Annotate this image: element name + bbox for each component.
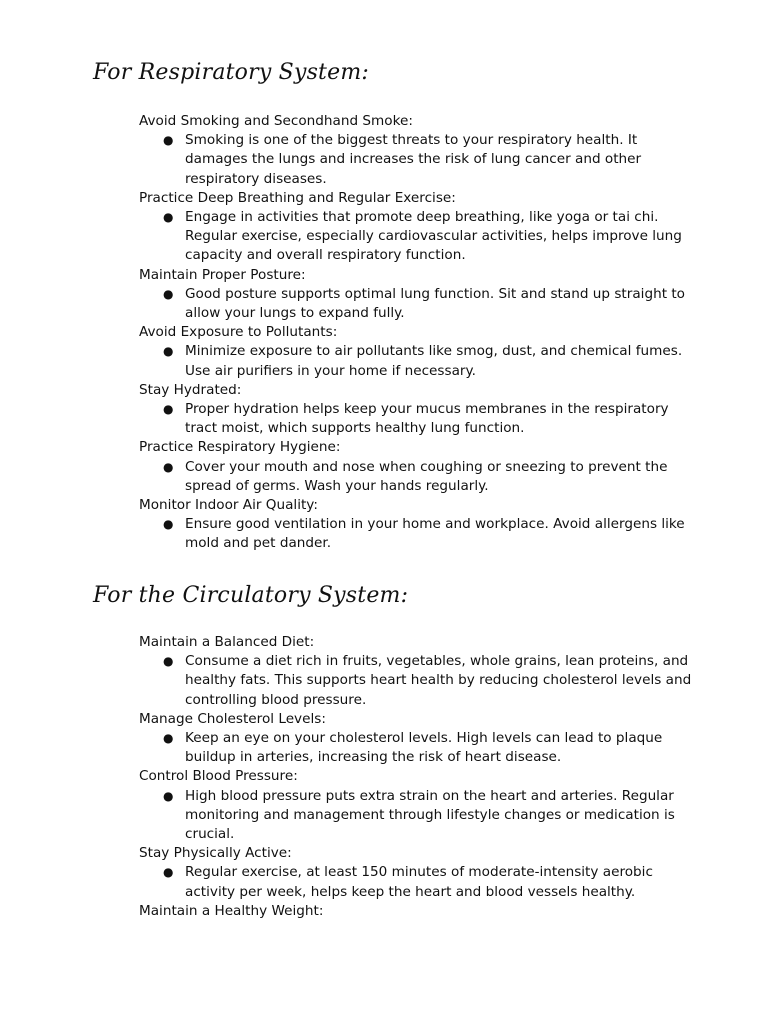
bullet-text: Engage in activities that promote deep breathing, like yoga or tai chi. Regular exercise, especially cardiovascular activities, helps improve lung capacity and overall respiratory function.: [185, 209, 682, 264]
list-item: [139, 902, 699, 921]
section-title-circulatory: For the Circulatory System:: [93, 583, 409, 608]
bullet-row: [139, 458, 699, 496]
bullet-text: High blood pressure puts extra strain on the heart and arteries. Regular monitoring and management through lifestyle changes or medication is crucial.: [185, 787, 675, 843]
list-item: [139, 323, 699, 381]
bullet-dot-icon: ●: [163, 517, 174, 532]
list-item: [139, 767, 699, 844]
list-item: [139, 112, 699, 189]
bullet-row: [139, 729, 699, 767]
item-heading: Manage Cholesterol Levels:: [139, 710, 326, 727]
circulatory-tips-list: [139, 633, 699, 921]
bullet-dot-icon: ●: [163, 654, 174, 669]
list-item: [139, 381, 699, 439]
bullet-dot-icon: ●: [163, 210, 174, 225]
bullet-text: Minimize exposure to air pollutants like smog, dust, and chemical fumes. Use air purifiers in your home if necessary.: [185, 343, 683, 379]
section-title-respiratory: For Respiratory System:: [93, 60, 369, 85]
item-heading: Stay Physically Active:: [139, 845, 292, 862]
list-item: [139, 189, 699, 266]
respiratory-tips-list: [139, 112, 699, 554]
bullet-dot-icon: ●: [163, 865, 174, 880]
bullet-text: Good posture supports optimal lung function. Sit and stand up straight to allow your lungs to expand fully.: [185, 285, 685, 322]
bullet-dot-icon: ●: [163, 731, 174, 746]
bullet-text: Ensure good ventilation in your home and workplace. Avoid allergens like mold and pet dander.: [185, 516, 685, 552]
item-heading: Maintain a Healthy Weight:: [139, 902, 324, 919]
list-item: [139, 633, 699, 710]
list-item: [139, 438, 699, 496]
bullet-text: Consume a diet rich in fruits, vegetables, whole grains, lean proteins, and healthy fats. This supports heart health by reducing cholesterol levels and controlling blood pressure.: [185, 653, 692, 708]
bullet-text: Proper hydration helps keep your mucus membranes in the respiratory tract moist, which supports healthy lung function.: [185, 401, 669, 437]
bullet-text: Smoking is one of the biggest threats to your respiratory health. It damages the lungs and increases the risk of lung cancer and other respiratory diseases.: [185, 132, 642, 187]
list-item: [139, 710, 699, 768]
item-heading: Stay Hydrated:: [139, 381, 242, 398]
bullet-row: [139, 400, 699, 438]
bullet-dot-icon: ●: [163, 286, 174, 301]
bullet-row: [139, 652, 699, 710]
bullet-row: [139, 208, 699, 266]
bullet-text: Regular exercise, at least 150 minutes of moderate-intensity aerobic activity per week, helps keep the heart and blood vessels healthy.: [185, 864, 653, 900]
bullet-row: [139, 285, 699, 323]
bullet-dot-icon: ●: [163, 788, 174, 803]
bullet-dot-icon: ●: [163, 344, 174, 359]
bullet-text: Keep an eye on your cholesterol levels. High levels can lead to plaque buildup in arteries, increasing the risk of heart disease.: [185, 730, 663, 766]
item-heading: Monitor Indoor Air Quality:: [139, 497, 318, 514]
bullet-row: [139, 863, 699, 901]
bullet-row: [139, 787, 699, 845]
list-item: [139, 844, 699, 902]
bullet-dot-icon: ●: [163, 133, 174, 148]
bullet-row: [139, 342, 699, 380]
item-heading: Practice Respiratory Hygiene:: [139, 439, 341, 456]
bullet-text: Cover your mouth and nose when coughing or sneezing to prevent the spread of germs. Wash your hands regularly.: [185, 458, 668, 494]
item-heading: Avoid Smoking and Secondhand Smoke:: [139, 113, 413, 129]
bullet-row: [139, 131, 699, 189]
item-heading: Maintain Proper Posture:: [139, 266, 306, 283]
list-item: [139, 266, 699, 324]
bullet-dot-icon: ●: [163, 459, 174, 474]
bullet-dot-icon: ●: [163, 402, 174, 417]
item-heading: Maintain a Balanced Diet:: [139, 634, 315, 650]
list-item: [139, 496, 699, 554]
item-heading: Avoid Exposure to Pollutants:: [139, 324, 338, 341]
bullet-row: [139, 515, 699, 553]
item-heading: Practice Deep Breathing and Regular Exercise:: [139, 189, 456, 206]
item-heading: Control Blood Pressure:: [139, 768, 298, 785]
